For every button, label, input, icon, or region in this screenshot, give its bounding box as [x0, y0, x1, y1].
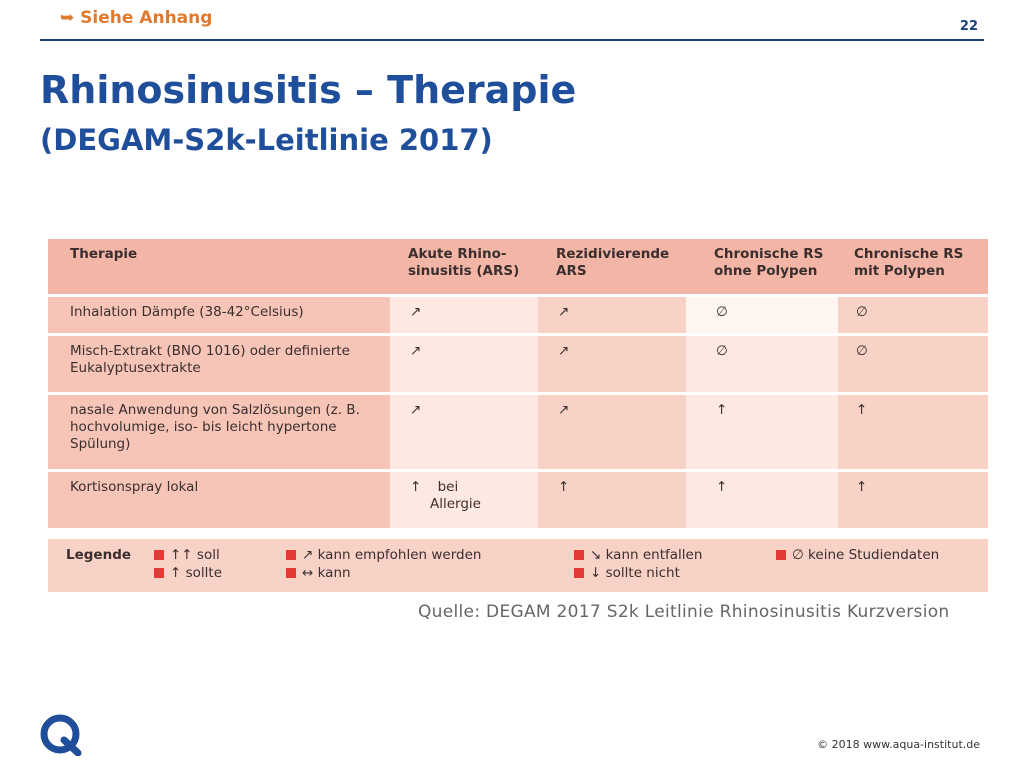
legend-marker-icon: [286, 568, 296, 578]
rating-cell: [538, 395, 686, 469]
rating-symbol: ↑: [856, 402, 868, 418]
legend-item: [574, 547, 702, 563]
rating-symbol: ↑: [558, 479, 570, 495]
column-header: Akute Rhino-sinusitis (ARS): [390, 239, 538, 294]
rating-cell: [390, 472, 538, 528]
therapy-cell: Misch-Extrakt (BNO 1016) oder definierte Eukalyptusextrakte: [48, 336, 390, 392]
column-header: Therapie: [48, 239, 390, 294]
rating-cell: [390, 297, 538, 333]
legend-label: ↗ kann empfohlen werden: [302, 547, 482, 563]
rating-note: bei: [437, 479, 459, 495]
rating-symbol: ↗: [410, 304, 422, 320]
rating-symbol: ∅: [856, 304, 868, 320]
rating-symbol: ↑: [856, 479, 868, 495]
aqua-q-logo-icon: [40, 714, 82, 756]
table-header-row: [48, 239, 988, 294]
therapy-cell: nasale Anwendung von Salzlösungen (z. B. hochvolumige, iso- bis leicht hypertone Spülung): [48, 395, 390, 469]
rating-cell: [390, 395, 538, 469]
legend-item: [154, 547, 220, 563]
therapy-cell: Inhalation Dämpfe (38-42°Celsius): [48, 297, 390, 333]
page-subtitle: (DEGAM-S2k-Leitlinie 2017): [40, 123, 493, 157]
legend-marker-icon: [154, 568, 164, 578]
legend-label: ↓ sollte nicht: [590, 565, 680, 581]
legend-box: [48, 539, 988, 592]
rating-symbol: ↗: [410, 402, 422, 418]
rating-cell: [538, 297, 686, 333]
page-title: Rhinosinusitis – Therapie: [40, 68, 577, 112]
header-divider: [40, 39, 984, 41]
table-row: [48, 392, 988, 469]
legend-label: ∅ keine Studiendaten: [792, 547, 940, 563]
rating-cell: [838, 395, 988, 469]
rating-cell: [390, 336, 538, 392]
rating-symbol: ↑: [410, 479, 422, 495]
legend-title: Legende: [66, 547, 132, 563]
rating-symbol: ↑: [716, 479, 728, 495]
legend-item: [574, 565, 680, 581]
legend-item: [286, 547, 481, 563]
rating-cell: [838, 336, 988, 392]
rating-cell: [838, 297, 988, 333]
legend-label: ↘ kann entfallen: [590, 547, 703, 563]
rating-symbol: ↗: [558, 304, 570, 320]
appendix-note: ➥ Siehe Anhang: [60, 8, 213, 28]
therapy-cell: Kortisonspray lokal: [48, 472, 390, 528]
rating-cell: [838, 472, 988, 528]
source-citation: Quelle: DEGAM 2017 S2k Leitlinie Rhinosinusitis Kurzversion: [418, 602, 950, 622]
rating-cell: [538, 472, 686, 528]
column-header: Rezidivierende ARS: [538, 239, 686, 294]
page-number: 22: [959, 19, 978, 34]
rating-symbol: ∅: [716, 343, 728, 359]
legend-marker-icon: [286, 550, 296, 560]
legend-marker-icon: [574, 568, 584, 578]
legend-marker-icon: [574, 550, 584, 560]
legend-label: ↔ kann: [302, 565, 351, 581]
table-row: [48, 333, 988, 392]
legend-item: [776, 547, 939, 563]
rating-symbol: ↗: [410, 343, 422, 359]
table-row: [48, 469, 988, 528]
legend-item: [154, 565, 222, 581]
legend-marker-icon: [776, 550, 786, 560]
rating-symbol: ↑: [716, 402, 728, 418]
legend-label: ↑↑ soll: [170, 547, 220, 563]
column-header: Chronische RS mit Polypen: [838, 239, 988, 294]
rating-symbol: ∅: [716, 304, 728, 320]
rating-cell: [686, 395, 838, 469]
legend-marker-icon: [154, 550, 164, 560]
rating-cell: [686, 336, 838, 392]
therapy-table: [48, 239, 988, 528]
column-header: Chronische RS ohne Polypen: [686, 239, 838, 294]
rating-cell: [538, 336, 686, 392]
legend-label: ↑ sollte: [170, 565, 222, 581]
rating-symbol: ∅: [856, 343, 868, 359]
legend-item: [286, 565, 351, 581]
rating-cell: [686, 297, 838, 333]
table-row: [48, 294, 988, 333]
copyright-notice: © 2018 www.aqua-institut.de: [817, 738, 980, 751]
rating-symbol: ↗: [558, 343, 570, 359]
rating-note-line2: Allergie: [430, 496, 481, 512]
rating-cell: [686, 472, 838, 528]
rating-symbol: ↗: [558, 402, 570, 418]
